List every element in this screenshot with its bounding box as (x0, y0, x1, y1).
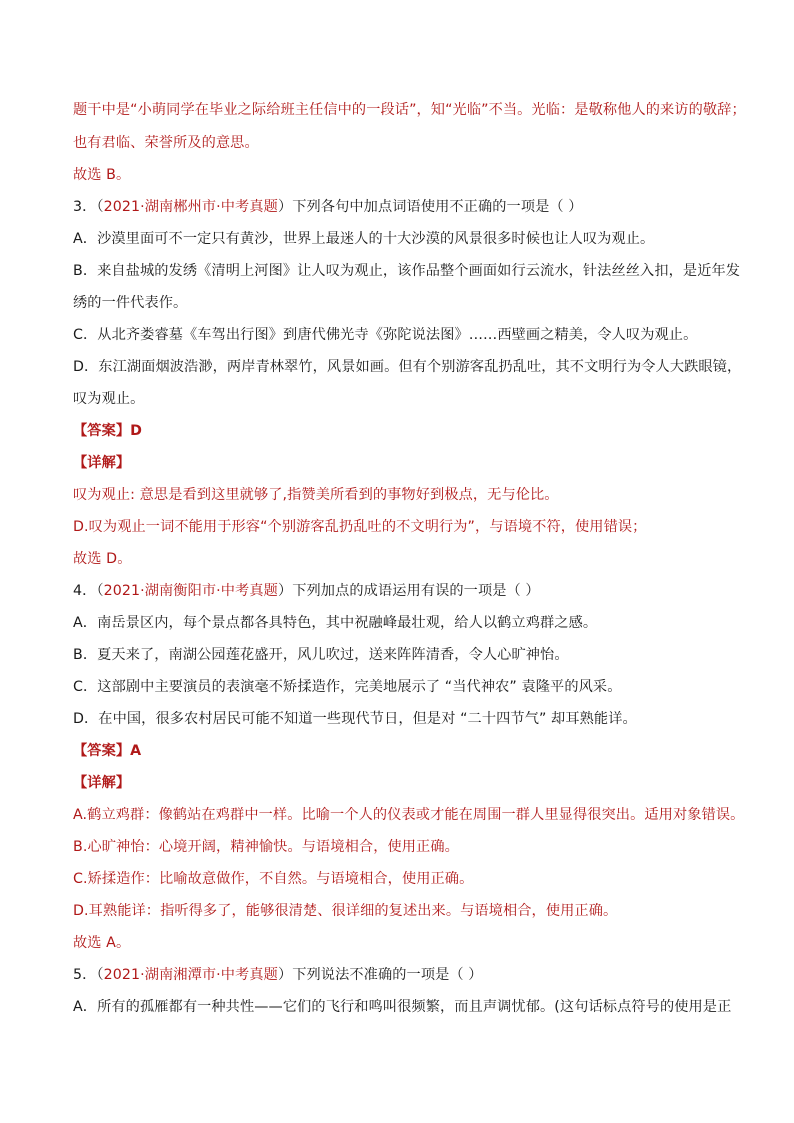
answer-label: 【答案】A (73, 743, 142, 759)
option-d: D．在中国，很多农村居民可能不知道一些现代节日，但是对 “二十四节气” 却耳熟能详。 (73, 711, 637, 727)
answer-choice-line: 故选 B。 (73, 167, 131, 183)
option-d: D．东江湖面烟波浩渺，两岸青林翠竹，风景如画。但有个别游客乱扔乱吐，其不文明行为令人大跌眼镜， (73, 359, 742, 375)
explanation-line: C.矫揉造作：比喻故意做作，不自然。与语境相合，使用正确。 (73, 871, 474, 887)
question-source: 2021·湖南湘潭市·中考真题 (103, 967, 278, 983)
question-5-stem (73, 965, 483, 985)
explanation-line: B.心旷神怡：心境开阔，精神愉快。与语境相合，使用正确。 (73, 839, 459, 855)
option-d-cont: 叹为观止。 (73, 391, 145, 407)
explanation-line: D.耳熟能详：指听得多了，能够很清楚、很详细的复述出来。与语境相合，使用正确。 (73, 903, 618, 919)
option-a: A．南岳景区内，每个景点都各具特色，其中祝融峰最壮观，给人以鹤立鸡群之感。 (73, 615, 598, 631)
question-source: 2021·湖南郴州市·中考真题 (103, 199, 278, 215)
question-number: 5．（ (73, 967, 104, 983)
explanation-line: 叹为观止: 意思是看到这里就够了,指赞美所看到的事物好到极点，无与伦比。 (73, 487, 559, 503)
explanation-line: D.叹为观止一词不能用于形容“个别游客乱扔乱吐的不文明行为”，与语境不符，使用错误； (73, 519, 647, 535)
question-3-stem (73, 197, 583, 217)
option-c: C．从北齐娄睿墓《车驾出行图》到唐代佛光寺《弥陀说法图》……西壁画之精美，令人叹为观止。 (73, 327, 698, 343)
question-source: 2021·湖南衡阳市·中考真题 (103, 583, 278, 599)
question-number: 3．（ (73, 199, 104, 215)
answer-choice-line: 故选 A。 (73, 935, 131, 951)
option-b-cont: 绣的一件代表作。 (73, 295, 188, 311)
question-text: ）下列说法不准确的一项是（ ） (277, 967, 483, 983)
answer-label: 【答案】D (73, 423, 143, 439)
question-4-stem (73, 581, 540, 601)
question-number: 4．（ (73, 583, 104, 599)
question-text: ）下列各句中加点词语使用不正确的一项是（ ） (277, 199, 583, 215)
explanation-line: A.鹤立鸡群：像鹤站在鸡群中一样。比喻一个人的仪表或才能在周围一群人里显得很突出。适用对象错误。 (73, 807, 745, 823)
option-b: B．夏天来了，南湖公园莲花盛开，风儿吹过，送来阵阵清香，令人心旷神怡。 (73, 647, 569, 663)
detail-label: 【详解】 (73, 775, 131, 791)
option-b: B．来自盐城的发绣《清明上河图》让人叹为观止，该作品整个画面如行云流水，针法丝丝入扣，是近年发 (73, 263, 741, 279)
explanation-line: 题干中是“小萌同学在毕业之际给班主任信中的一段话”，知“光临”不当。光临：是敬称他人的来访的敬辞； (73, 102, 746, 118)
option-c: C．这部剧中主要演员的表演毫不矫揉造作，完美地展示了 “当代神农” 袁隆平的风采。 (73, 679, 622, 695)
option-a: A．沙漠里面可不一定只有黄沙，世界上最迷人的十大沙漠的风景很多时候也让人叹为观止。 (73, 231, 655, 247)
option-a: A．所有的孤雁都有一种共性——它们的飞行和鸣叫很频繁，而且声调忧郁。(这句话标点符号的使用是正 (73, 999, 732, 1015)
answer-choice-line: 故选 D。 (73, 551, 132, 567)
detail-label: 【详解】 (73, 455, 131, 471)
explanation-line: 也有君临、荣誉所及的意思。 (73, 135, 259, 151)
question-text: ）下列加点的成语运用有误的一项是（ ） (277, 583, 540, 599)
